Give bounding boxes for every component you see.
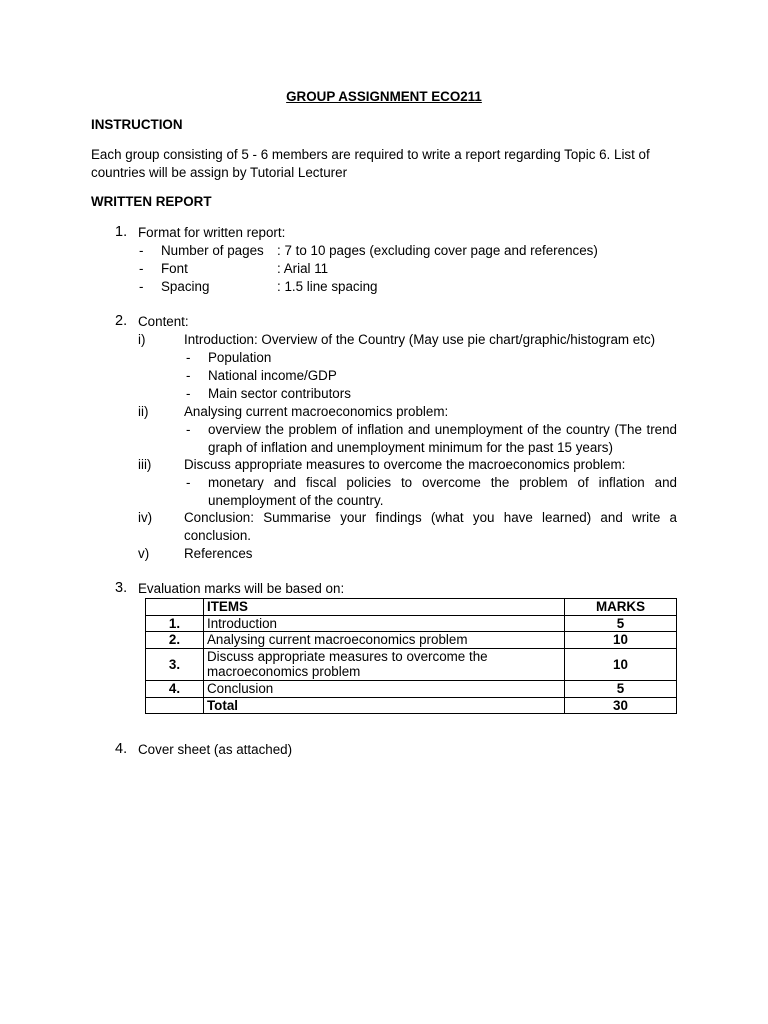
item1-row-key: Number of pages [161,243,264,258]
table-cell [146,697,204,714]
item1-row-key: Spacing [161,279,210,294]
item2-bullet: Main sector contributors [208,386,351,401]
item3-number: 3. [115,580,128,596]
table-cell [146,599,204,616]
item4-label: Cover sheet (as attached) [138,742,293,757]
instruction-heading: INSTRUCTION [91,117,183,132]
table-cell-marks: 5 [565,680,677,697]
table-cell-no: 3. [146,648,204,680]
item1-row-value: : 1.5 line spacing [277,279,378,294]
item2-label: Content: [138,314,189,329]
item1-row-dash: - [139,243,144,258]
table-cell-item: Conclusion [204,680,565,697]
table-cell-no: 1. [146,615,204,632]
item1-row-dash: - [139,279,144,294]
item2-bullet: monetary and fiscal policies to overcome the problem of inflation and unemployment of the country. [208,475,677,508]
item1-label: Format for written report: [138,225,286,240]
instruction-text: Each group consisting of 5 - 6 members are required to write a report regarding Topic 6. List of countries will be assign by Tutorial Lecturer [91,147,650,180]
bullet-dash: - [186,350,191,365]
item1-row-key: Font [161,261,188,276]
item2-bullet: Population [208,350,272,365]
table-row [146,615,677,632]
item2-roman: iv) [138,510,153,525]
item2-sub-text: Conclusion: Summarise your findings (what you have learned) and write a conclusion. [184,510,677,543]
table-header-items: ITEMS [204,599,565,616]
bullet-dash: - [186,368,191,383]
bullet-dash: - [186,386,191,401]
table-total-label: Total [204,697,565,714]
bullet-dash: - [186,422,191,437]
item2-roman: v) [138,546,150,561]
table-cell-marks: 5 [565,615,677,632]
item2-roman: iii) [138,457,152,472]
item2-roman: ii) [138,404,149,419]
table-header-marks: MARKS [565,599,677,616]
marks-table [145,598,677,714]
table-cell-item: Discuss appropriate measures to overcome the macroeconomics problem [204,648,565,680]
item4-number: 4. [115,741,128,757]
item2-sub-text: Discuss appropriate measures to overcome the macroeconomics problem: [184,457,626,472]
table-total-row [146,697,677,714]
table-cell-item: Introduction [204,615,565,632]
item1-row-value: : Arial 11 [277,261,329,276]
table-header-row [146,599,677,616]
item2-number: 2. [115,313,128,329]
item2-roman: i) [138,332,146,347]
table-cell-marks: 10 [565,632,677,649]
item3-label: Evaluation marks will be based on: [138,581,345,596]
item1-row-value: : 7 to 10 pages (excluding cover page and references) [277,243,598,258]
table-total-marks: 30 [565,697,677,714]
table-cell-item: Analysing current macroeconomics problem [204,632,565,649]
item2-sub-text: Introduction: Overview of the Country (May use pie chart/graphic/histogram etc) [184,332,656,347]
document-title: GROUP ASSIGNMENT ECO211 [286,89,482,104]
table-cell-no: 4. [146,680,204,697]
item2-sub-text: Analysing current macroeconomics problem: [184,404,449,419]
table-row [146,680,677,697]
item2-bullet: overview the problem of inflation and unemployment of the country (The trend graph of inflation and unemployment minimum for the past 15 years) [208,422,677,455]
table-cell-marks: 10 [565,648,677,680]
table-row [146,632,677,649]
item2-bullet: National income/GDP [208,368,337,383]
table-cell-no: 2. [146,632,204,649]
item2-sub-text: References [184,546,253,561]
item1-row-dash: - [139,261,144,276]
written-report-heading: WRITTEN REPORT [91,194,212,209]
item1-number: 1. [115,224,128,240]
table-row [146,648,677,680]
bullet-dash: - [186,475,191,490]
